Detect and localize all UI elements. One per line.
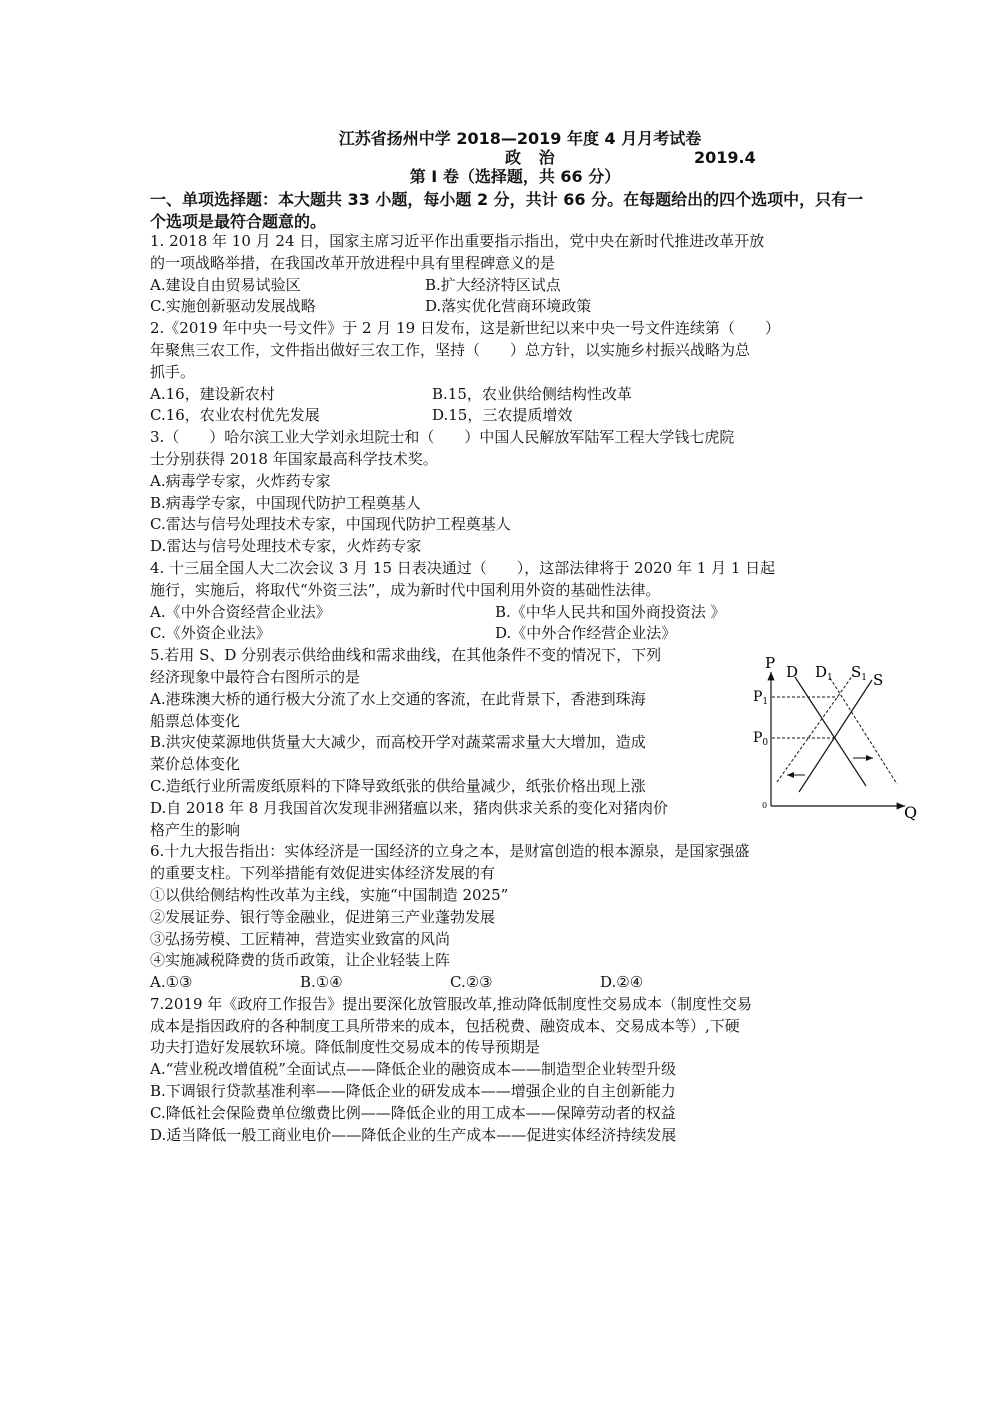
question-6 (150, 841, 870, 994)
question-stem: 5.若用 S、D 分别表示供给曲线和需求曲线，在其他条件不变的情况下，下列 (150, 646, 662, 665)
question-3 (150, 427, 870, 558)
supply-demand-diagram (745, 645, 935, 825)
label-d: D (786, 663, 799, 681)
demand-curve-d (795, 677, 866, 786)
question-stem: 7.2019 年《政府工作报告》提出要深化放管服改革,推动降低制度性交易成本（制度性交易 (150, 994, 753, 1013)
supply-curve-s1 (777, 675, 853, 782)
axis-label-q: Q (904, 803, 918, 822)
option-a: A.病毒学专家，火炸药专家 (150, 471, 331, 490)
price-label-p0: $P_0$ (753, 730, 769, 748)
question-stem: 经济现象中最符合右图所示的是 (150, 667, 361, 686)
option-b: B.下调银行贷款基准利率——降低企业的研发成本——增强企业的自主创新能力 (150, 1082, 676, 1101)
option-c: C.《外资企业法》 (150, 624, 271, 643)
option-d: D.《中外合作经营企业法》 (495, 624, 677, 643)
question-stem: 2.《2019 年中央一号文件》于 2 月 19 日发布，这是新世纪以来中央一号文件连续第（ ） (150, 319, 780, 338)
option-b: B.《中华人民共和国外商投资法 》 (495, 602, 726, 621)
question-stem: 士分别获得 2018 年国家最高科学技术奖。 (150, 449, 438, 468)
price-label-p1: $P_1$ (753, 689, 769, 707)
question-stem: 的一项战略举措，在我国改革开放进程中具有里程碑意义的是 (150, 253, 556, 272)
option-d: D.落实优化营商环境政策 (425, 297, 592, 316)
question-7 (150, 994, 870, 1147)
question-stem: 成本是指因政府的各种制度工具所带来的成本，包括税费、融资成本、交易成本等）,下硬 (150, 1016, 740, 1035)
option-b: B.扩大经济特区试点 (425, 275, 561, 294)
question-stem: 3.（ ）哈尔滨工业大学刘永坦院士和（ ）中国人民解放军陆军工程大学钱七虎院 (150, 428, 735, 447)
question-stem: 4. 十三届全国人大二次会议 3 月 15 日表决通过（ ），这部法律将于 2020 年 1 月 1 日起 (150, 558, 776, 577)
option-d: D.自 2018 年 8 月我国首次发现非洲猪瘟以来，猪肉供求关系的变化对猪肉价 (150, 798, 669, 817)
option-a: A.《中外合资经营企业法》 (150, 602, 331, 621)
subject-label: 政 治 (505, 148, 561, 167)
question-stem: 6.十九大报告指出：实体经济是一国经济的立身之本，是财富创造的根本源泉，是国家强盛 (150, 842, 750, 861)
option-a-cont: 船票总体变化 (150, 711, 241, 730)
statement-4: ④实施减税降费的货币政策，让企业轻装上阵 (150, 951, 451, 970)
option-a: A.“营业税改增值税”全面试点——降低企业的融资成本——制造型企业转型升级 (150, 1060, 676, 1079)
part-heading: 第 I 卷（选择题，共 66 分） (409, 167, 621, 186)
exam-date: 2019.4 (694, 148, 756, 167)
option-d: D.雷达与信号处理技术专家，火炸药专家 (150, 537, 422, 556)
option-a: A.16，建设新农村 (150, 384, 275, 403)
exam-title: 江苏省扬州中学 2018—2019 年度 4 月月考试卷 (338, 129, 702, 148)
question-1 (150, 231, 870, 318)
option-b: B.病毒学专家，中国现代防护工程奠基人 (150, 493, 421, 512)
option-c: C.实施创新驱动发展战略 (150, 297, 316, 316)
option-d: D.②④ (600, 973, 644, 992)
question-stem: 抓手。 (150, 362, 196, 381)
option-a: A.①③ (150, 973, 193, 992)
section-instructions: 一、单项选择题：本大题共 33 小题，每小题 2 分，共计 66 分。在每题给出的四个选项中，只有一个选项是最符合题意的。 (150, 190, 864, 231)
question-stem: 的重要支柱。下列举措能有效促进实体经济发展的有 (150, 864, 496, 883)
origin-label: 0 (762, 801, 768, 810)
question-stem: 功夫打造好发展软环境。降低制度性交易成本的传导预期是 (150, 1038, 541, 1057)
option-b: B.洪灾使菜源地供货量大大减少，而高校开学对蔬菜需求量大大增加，造成 (150, 733, 646, 752)
option-c: C.雷达与信号处理技术专家，中国现代防护工程奠基人 (150, 515, 511, 534)
statement-3: ③弘扬劳模、工匠精神，营造实业致富的风尚 (150, 929, 451, 948)
label-d1: $D_1$ (815, 663, 833, 683)
option-c: C.②③ (450, 973, 493, 992)
label-s: S (873, 671, 884, 689)
label-s1: $S_1$ (851, 663, 868, 683)
option-b: B.①④ (300, 973, 343, 992)
axis-label-p: P (765, 654, 776, 672)
option-d-cont: 格产生的影响 (150, 820, 241, 839)
option-c: C.降低社会保险费单位缴费比例——降低企业的用工成本——保障劳动者的权益 (150, 1103, 676, 1122)
option-d: D.15，三农提质增效 (432, 406, 573, 425)
question-4 (150, 558, 870, 645)
option-c: C.16，农业农村优先发展 (150, 406, 320, 425)
option-b-cont: 菜价总体变化 (150, 755, 241, 774)
question-stem: 年聚焦三农工作，文件指出做好三农工作，坚持（ ）总方针，以实施乡村振兴战略为总 (150, 340, 751, 359)
statement-2: ②发展证券、银行等金融业，促进第三产业蓬勃发展 (150, 907, 496, 926)
question-2 (150, 318, 870, 427)
option-a: A.建设自由贸易试验区 (150, 275, 301, 294)
statement-1: ①以供给侧结构性改革为主线，实施“中国制造 2025” (150, 885, 509, 904)
option-a: A.港珠澳大桥的通行极大分流了水上交通的客流，在此背景下，香港到珠海 (150, 689, 646, 708)
option-d: D.适当降低一般工商业电价——降低企业的生产成本——促进实体经济持续发展 (150, 1125, 677, 1144)
option-b: B.15，农业供给侧结构性改革 (432, 384, 632, 403)
question-stem: 施行，实施后，将取代“外资三法”，成为新时代中国利用外资的基础性法律。 (150, 580, 661, 599)
question-stem: 1. 2018 年 10 月 24 日，国家主席习近平作出重要指示指出，党中央在新时代推进改革开放 (150, 232, 765, 250)
option-c: C.造纸行业所需废纸原料的下降导致纸张的供给量减少，纸张价格出现上涨 (150, 776, 646, 795)
